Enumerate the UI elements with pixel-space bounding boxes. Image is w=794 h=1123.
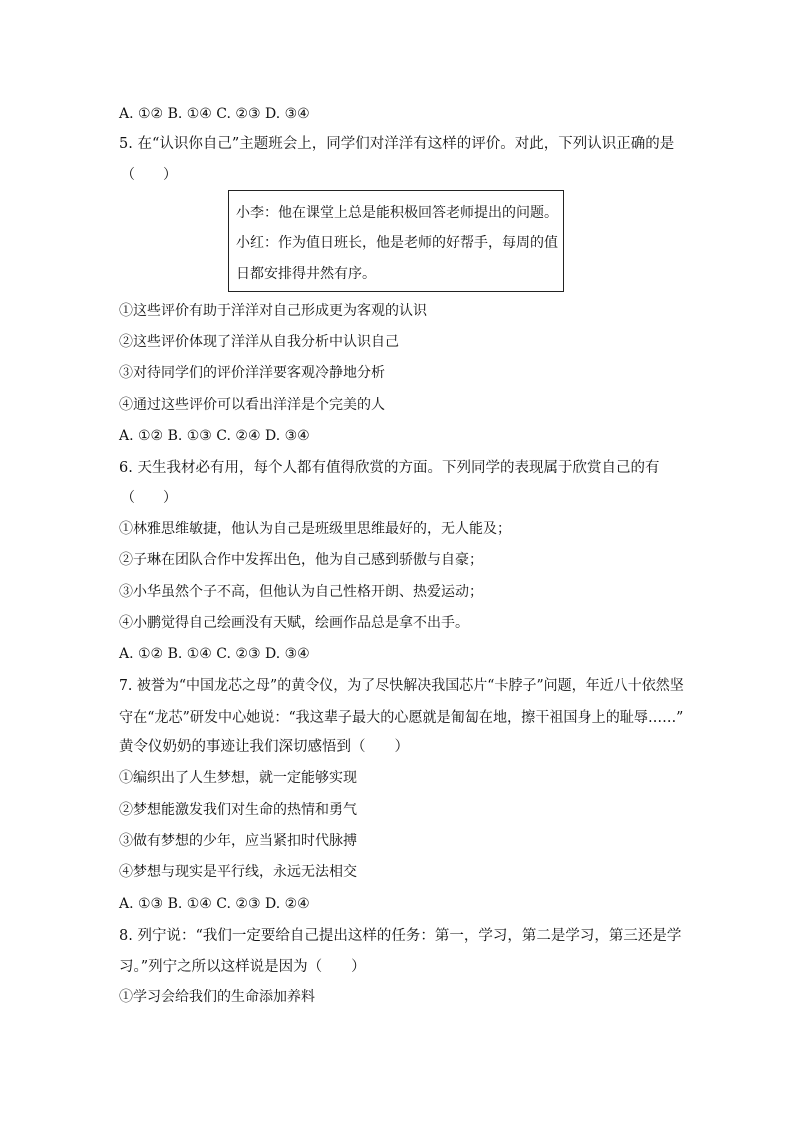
q5-statement-2: ②这些评价体现了洋洋从自我分析中认识自己 — [119, 334, 399, 350]
q7-statement-2: ②梦想能激发我们对生命的热情和勇气 — [119, 802, 357, 818]
q6-stem: 6. 天生我材必有用，每个人都有值得欣赏的方面。下列同学的表现属于欣赏自己的有 — [119, 460, 660, 476]
q6-statement-4: ④小鹏觉得自己绘画没有天赋，绘画作品总是拿不出手。 — [119, 615, 469, 631]
q8-stem-line-2: 习。”列宁之所以这样说是因为（ ） — [119, 959, 366, 975]
q5-box-line-3: 日都安排得井然有序。 — [236, 266, 376, 282]
q6-statement-2: ②子琳在团队合作中发挥出色，他为自己感到骄傲与自豪； — [119, 552, 483, 568]
q5-statement-1: ①这些评价有助于洋洋对自己形成更为客观的认识 — [119, 303, 427, 319]
q7-statement-1: ①编织出了人生梦想，就一定能够实现 — [119, 770, 357, 786]
q5-box-line-2: 小红：作为值日班长，他是老师的好帮手，每周的值 — [236, 235, 558, 251]
q6-statement-3: ③小华虽然个子不高，但他认为自己性格开朗、热爱运动； — [119, 584, 483, 600]
q8-stem-line-1: 8. 列宁说：“我们一定要给自己提出这样的任务：第一，学习，第二是学习，第三还是学 — [119, 928, 682, 944]
q5-statement-4: ④通过这些评价可以看出洋洋是个完美的人 — [119, 397, 385, 413]
q7-statement-3: ③做有梦想的少年，应当紧扣时代脉搏 — [119, 833, 357, 849]
q6-answer-options: A. ①② B. ①④ C. ②③ D. ③④ — [119, 646, 310, 662]
q5-answer-options: A. ①② B. ①③ C. ②④ D. ③④ — [119, 428, 310, 444]
q7-stem-line-3: 黄令仪奶奶的事迹让我们深切感悟到（ ） — [119, 739, 409, 755]
q5-box-line-1: 小李：他在课堂上总是能积极回答老师提出的问题。 — [236, 205, 558, 221]
q4-answer-options: A. ①② B. ①④ C. ②③ D. ③④ — [119, 106, 310, 122]
q6-answer-paren: （ ） — [121, 490, 177, 506]
q7-stem-line-2: 守在“龙芯”研发中心她说：“我这辈子最大的心愿就是匍匐在地，擦干祖国身上的耻辱……” — [119, 710, 684, 726]
q5-stem: 5. 在“认识你自己”主题班会上，同学们对洋洋有这样的评价。对此，下列认识正确的是 — [119, 136, 675, 152]
q8-statement-1: ①学习会给我们的生命添加养料 — [119, 989, 315, 1005]
q7-answer-options: A. ①③ B. ①④ C. ②③ D. ②④ — [119, 896, 310, 912]
q7-stem-line-1: 7. 被誉为“中国龙芯之母”的黄令仪，为了尽快解决我国芯片“卡脖子”问题，年近八十依然坚 — [119, 678, 684, 694]
q5-statement-3: ③对待同学们的评价洋洋要客观冷静地分析 — [119, 365, 385, 381]
q6-statement-1: ①林雅思维敏捷，他认为自己是班级里思维最好的，无人能及； — [119, 521, 511, 537]
q5-evaluation-box — [228, 190, 564, 292]
q5-answer-paren: （ ） — [121, 167, 177, 183]
q7-statement-4: ④梦想与现实是平行线，永远无法相交 — [119, 864, 357, 880]
